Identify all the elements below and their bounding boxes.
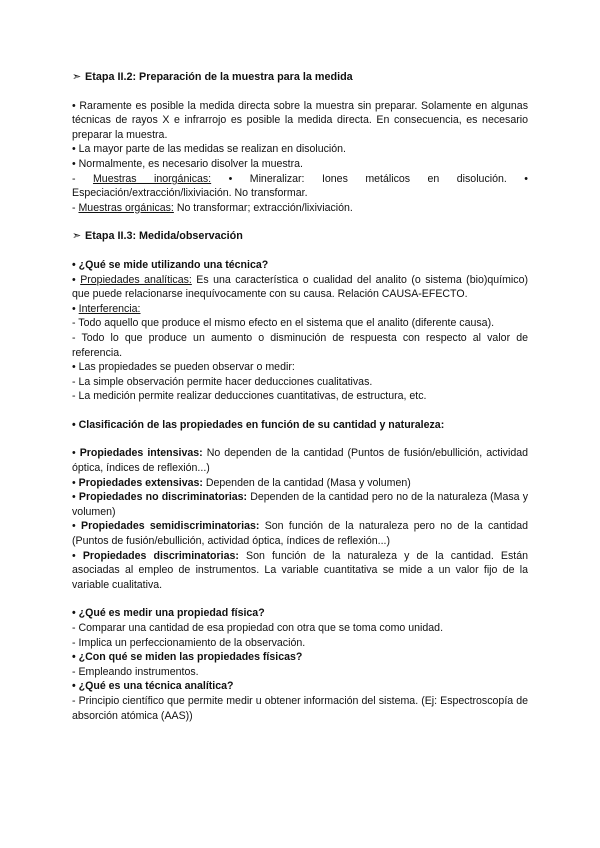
- property-item: • Propiedades intensivas: No dependen de la cantidad (Puntos de fusión/ebullición, actividad óptica, índices de reflexión...): [72, 447, 529, 475]
- paragraph: • Normalmente, es necesario disolver la muestra.: [72, 157, 303, 170]
- paragraph: - Muestras inorgánicas: • Mineralizar: Iones metálicos en disolución. • Especiación/extracción/lixiviación. No transformar.: [72, 172, 528, 200]
- underlined-term: Muestras orgánicas:: [78, 201, 174, 214]
- paragraph: - Todo lo que produce un aumento o disminución de respuesta con respecto al valor de referencia.: [72, 331, 528, 359]
- paragraph: - Empleando instrumentos.: [72, 665, 199, 678]
- property-item: • Propiedades extensivas: Dependen de la cantidad (Masa y volumen): [72, 476, 411, 489]
- question-heading: • ¿Qué se mide utilizando una técnica?: [72, 258, 269, 271]
- question-heading: • ¿Qué es medir una propiedad física?: [72, 607, 265, 620]
- paragraph: • Las propiedades se pueden observar o medir:: [72, 361, 295, 374]
- section-heading-etapa-3: ➣ Etapa II.3: Medida/observación: [72, 230, 243, 243]
- paragraph: - Comparar una cantidad de esa propiedad con otra que se toma como unidad.: [72, 622, 444, 634]
- property-item: • Propiedades discriminatorias: Son función de la naturaleza y de la cantidad. Están asociadas al empleo de instrumentos. La variable cuantitativa se mide a un valor fijo de la variable cualitativa.: [72, 549, 528, 591]
- question-heading: • ¿Con qué se miden las propiedades físicas?: [72, 651, 303, 664]
- question-heading: • Clasificación de las propiedades en función de su cantidad y naturaleza:: [72, 418, 445, 431]
- paragraph: - Principio científico que permite medir u obtener información del sistema. (Ej: Espectroscopía de absorción atómica (AAS)): [72, 694, 528, 722]
- property-item: • Propiedades no discriminatorias: Dependen de la cantidad pero no de la naturaleza (Masa y volumen): [72, 491, 529, 518]
- paragraph: - La medición permite realizar deducciones cuantitativas, de estructura, etc.: [72, 390, 427, 403]
- paragraph: • Raramente es posible la medida directa sobre la muestra sin preparar. Solamente en algunas técnicas de rayos X e infrarrojo es posible la medida directa. En consecuencia, es necesario preparar la muestra.: [72, 99, 528, 141]
- underlined-term: Propiedades analíticas:: [80, 273, 192, 286]
- arrow-bullet-icon: ➣: [72, 230, 82, 243]
- paragraph: - La simple observación permite hacer deducciones cualitativas.: [72, 375, 373, 388]
- underlined-term: Interferencia:: [78, 302, 141, 315]
- paragraph: • Propiedades analíticas: Es una característica o cualidad del analito (o sistema (bio)químico) que puede relacionarse inequívocamente con su causa. Relación CAUSA-EFECTO.: [72, 273, 528, 301]
- paragraph: - Implica un perfeccionamiento de la observación.: [72, 636, 306, 649]
- paragraph: • Interferencia:: [72, 302, 141, 315]
- question-heading: • ¿Qué es una técnica analítica?: [72, 680, 234, 693]
- paragraph: - Todo aquello que produce el mismo efecto en el sistema que el analito (diferente causa).: [72, 317, 495, 330]
- section-heading-etapa-2: ➣ Etapa II.2: Preparación de la muestra para la medida: [72, 71, 353, 83]
- property-item: • Propiedades semidiscriminatorias: Son función de la naturaleza pero no de la cantidad (Puntos de fusión/ebullición, actividad óptica, índices de reflexión...): [72, 520, 529, 548]
- paragraph: - Muestras orgánicas: No transformar; extracción/lixiviación.: [72, 201, 353, 214]
- paragraph: • La mayor parte de las medidas se realizan en disolución.: [72, 143, 346, 156]
- document-content: [72, 70, 528, 723]
- arrow-bullet-icon: ➣: [72, 71, 82, 83]
- underlined-term: Muestras inorgánicas:: [92, 172, 212, 185]
